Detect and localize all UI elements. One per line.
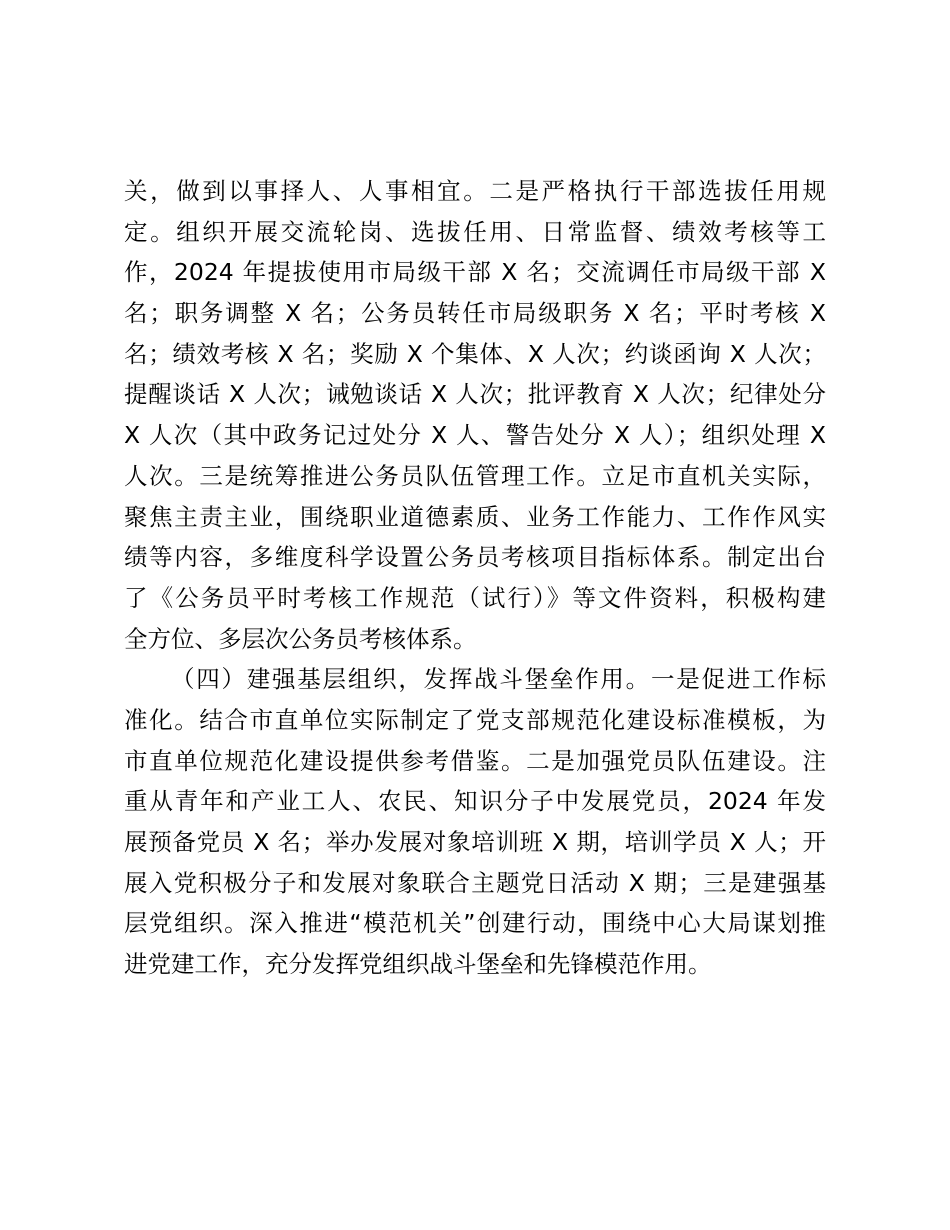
text-line: 重从青年和产业工人、农民、知识分子中发展党员，2024 年发 [124, 787, 826, 816]
text-line: 进党建工作，充分发挥党组织战斗堡垒和先锋模范作用。 [124, 950, 712, 979]
text-line: 展入党积极分子和发展对象联合主题党日活动 X 期；三是建强基 [124, 868, 826, 897]
section-heading-line: （四）建强基层组织，发挥战斗堡垒作用。一是促进工作标 [171, 665, 826, 694]
text-line: 人次。三是统筹推进公务员队伍管理工作。立足市直机关实际， [124, 461, 826, 490]
text-line: 提醒谈话 X 人次；诫勉谈话 X 人次；批评教育 X 人次；纪律处分 [124, 380, 826, 409]
body-text [124, 171, 826, 985]
text-line: 了《公务员平时考核工作规范（试行）》等文件资料，积极构建 [124, 583, 826, 612]
text-line: 关，做到以事择人、人事相宜。二是严格执行干部选拔任用规 [124, 177, 826, 205]
text-line: 绩等内容，多维度科学设置公务员考核项目指标体系。制定出台 [124, 543, 826, 572]
text-line: 全方位、多层次公务员考核体系。 [124, 624, 477, 653]
text-line: 准化。结合市直单位实际制定了党支部规范化建设标准模板，为 [124, 705, 826, 734]
text-line: 聚焦主责主业，围绕职业道德素质、业务工作能力、工作作风实 [124, 502, 826, 531]
text-line: 名；职务调整 X 名；公务员转任市局级职务 X 名；平时考核 X [124, 299, 826, 328]
text-line: 作，2024 年提拔使用市局级干部 X 名；交流调任市局级干部 X [124, 258, 826, 287]
text-line: X 人次（其中政务记过处分 X 人、警告处分 X 人）；组织处理 X [124, 421, 826, 450]
text-line: 市直单位规范化建设提供参考借鉴。二是加强党员队伍建设。注 [124, 746, 826, 775]
text-line: 名；绩效考核 X 名；奖励 X 个集体、X 人次；约谈函询 X 人次； [124, 339, 826, 368]
text-line: 定。组织开展交流轮岗、选拔任用、日常监督、绩效考核等工 [124, 217, 826, 246]
text-line: 层党组织。深入推进“模范机关”创建行动，围绕中心大局谋划推 [124, 909, 826, 938]
text-line: 展预备党员 X 名；举办发展对象培训班 X 期，培训学员 X 人；开 [124, 828, 826, 856]
